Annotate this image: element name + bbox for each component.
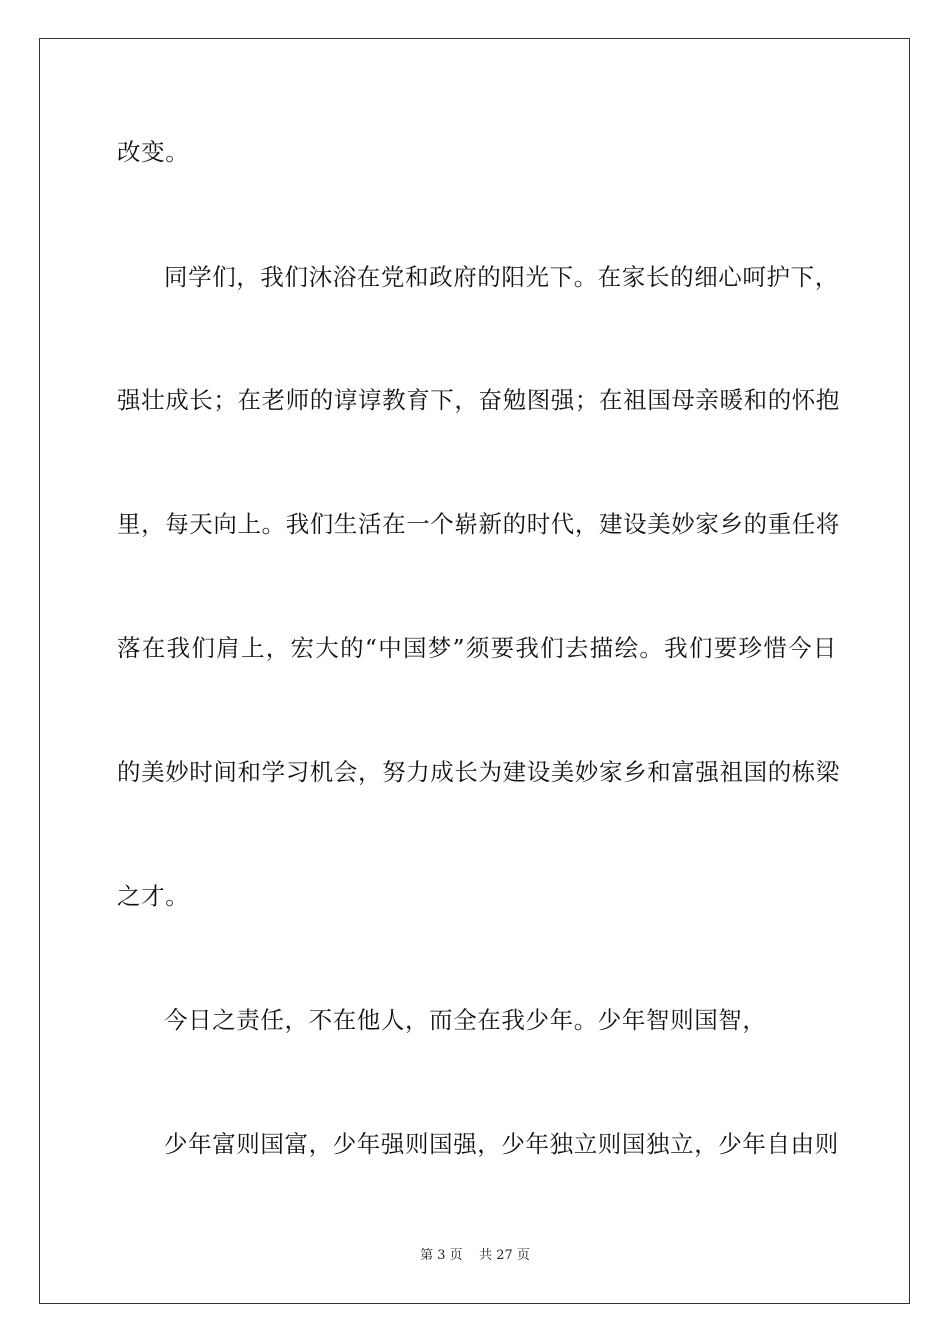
- text-line: 强壮成长；在老师的谆谆教育下，奋勉图强；在祖国母亲暖和的怀抱: [117, 386, 840, 414]
- paragraph-start-line: 少年富则国富，少年强则国强，少年独立则国独立，少年自由则: [164, 1130, 839, 1158]
- text-line: 落在我们肩上，宏大的“中国梦”须要我们去描绘。我们要珍惜今日: [117, 634, 837, 662]
- text-line: 改变。: [117, 138, 190, 166]
- page-frame: [39, 38, 910, 1304]
- page-number-footer: 第 3 页 共 27 页: [420, 1248, 530, 1263]
- paragraph-start-line: 同学们，我们沐浴在党和政府的阳光下。在家长的细心呵护下，: [164, 263, 839, 291]
- text-line: 里，每天向上。我们生活在一个崭新的时代，建设美妙家乡的重任将: [117, 510, 840, 538]
- text-line: 之才。: [117, 882, 190, 910]
- text-line: 的美妙时间和学习机会，努力成长为建设美妙家乡和富强祖国的栋梁: [117, 758, 840, 786]
- paragraph-start-line: 今日之责任，不在他人，而全在我少年。少年智则国智，: [164, 1006, 767, 1034]
